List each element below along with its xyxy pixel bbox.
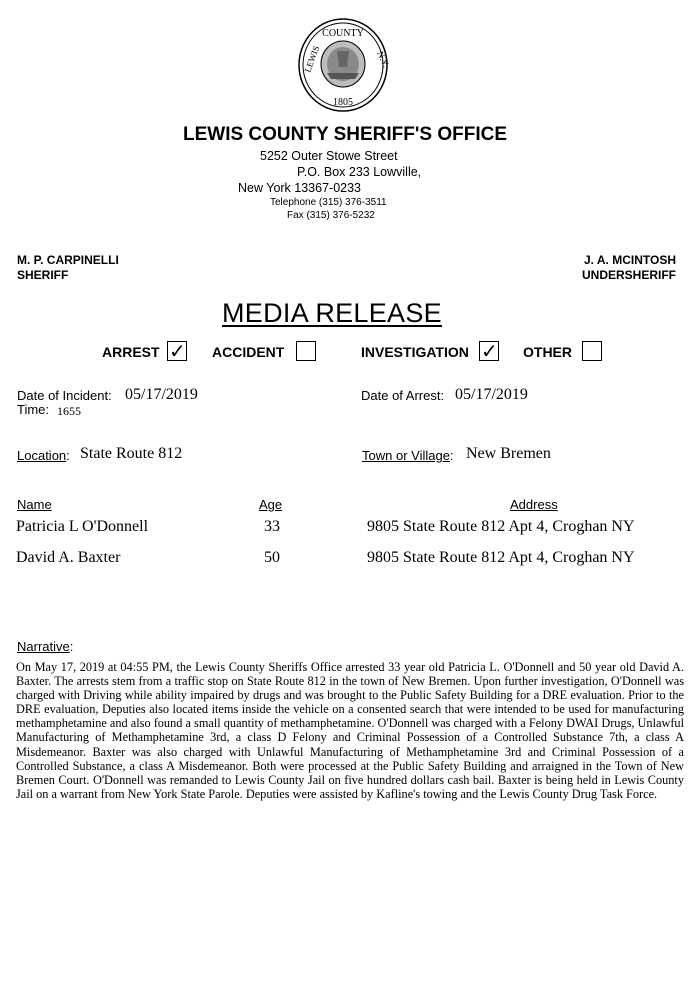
narrative-text: On May 17, 2019 at 04:55 PM, the Lewis County Sheriffs Office arrested 33 year old Patricia L. O'Donnell and 50 year old David A. Baxter. The arrests stem from a traffic stop on State Route 812 in the town of New Bremen. Upon further investigation, O'Donnell was charged with Driving while ability impaired by drugs and was brought to the Public Safety Building for a DRE evaluation. Prior to the DRE evaluation, Deputies also located items inside the vehicle on a consented search that were intended to be used for manufacturing methamphetamine and also found a small quantity of methamphetamine. O'Donnell was charged with a Felony DWAI Drugs, Unlawful Manufacturing of Methamphetamine 3rd, a class D Felony and Criminal Possession of a Controlled Substance 7th, a class A Misdemeanor. Baxter was also charged with Unlawful Manufacturing of Methamphetamine 3rd and Criminal Possession of a Controlled Substance, a class A Misdemeanor. Both were processed at the Public Safety Building and arraigned in the Town of New Bremen Court. O'Donnell was remanded to Lewis County Jail on five hundred dollars cash bail. Baxter is being held in Lewis County Jail on a warrant from New York State Parole. Deputies were assisted by Kafline's towing and the Lewis County Drug Task Force. — [16, 660, 684, 801]
location-value: State Route 812 — [80, 445, 183, 462]
checkmark-icon: ✓ — [169, 339, 186, 363]
po-box: P.O. Box 233 Lowville, — [297, 165, 422, 179]
city-state-zip: New York 13367-0233 — [238, 181, 362, 195]
narrative-label-text: Narrative — [17, 639, 70, 654]
media-release-title: MEDIA RELEASE — [222, 298, 442, 328]
category-accident-label: ACCIDENT — [212, 344, 285, 360]
undersheriff-name: J. A. MCINTOSH — [583, 253, 676, 267]
checkmark-icon: ✓ — [481, 339, 498, 363]
sheriff-block — [17, 253, 119, 283]
county-seal-logo — [297, 17, 392, 113]
arrest-date-value: 05/17/2019 — [455, 386, 528, 403]
person-age: 33 — [264, 518, 280, 535]
location-label: Location: — [17, 448, 70, 463]
sheriff-name: M. P. CARPINELLI — [17, 253, 119, 267]
fax: Fax (315) 376-5232 — [287, 210, 375, 221]
sheriff-title: SHERIFF — [17, 268, 69, 282]
undersheriff-block — [582, 253, 676, 283]
time-label: Time: — [17, 402, 50, 417]
incident-date-label: Date of Incident: — [17, 388, 112, 403]
category-arrest-label: ARREST — [102, 344, 160, 360]
category-other-label: OTHER — [523, 344, 572, 360]
town-value: New Bremen — [466, 445, 551, 462]
narrative-label: Narrative: — [17, 639, 74, 654]
person-age: 50 — [264, 549, 280, 566]
town-label-text: Town or Village — [362, 448, 450, 463]
incident-date-value: 05/17/2019 — [125, 386, 198, 403]
town-label: Town or Village: — [362, 448, 454, 463]
person-address: 9805 State Route 812 Apt 4, Croghan NY — [367, 549, 635, 566]
svg-text:LEWIS: LEWIS — [302, 44, 322, 74]
undersheriff-title: UNDERSHERIFF — [581, 268, 676, 282]
age-column-header: Age — [259, 497, 283, 512]
category-other-checkbox[interactable] — [582, 341, 602, 361]
office-name: LEWIS COUNTY SHERIFF'S OFFICE — [182, 124, 507, 145]
location-label-text: Location — [17, 448, 67, 463]
category-investigation-label: INVESTIGATION — [361, 344, 469, 360]
person-name: Patricia L O'Donnell — [16, 518, 149, 535]
person-name: David A. Baxter — [16, 549, 121, 566]
svg-text:N.Y.: N.Y. — [375, 49, 392, 69]
name-column-header: Name — [17, 497, 52, 512]
telephone: Telephone (315) 376-3511 — [270, 197, 387, 208]
arrest-date-label: Date of Arrest: — [361, 388, 445, 403]
time-value: 1655 — [57, 404, 81, 418]
street-address: 5252 Outer Stowe Street — [260, 149, 398, 163]
svg-text:1805: 1805 — [333, 97, 353, 108]
address-column-header: Address — [510, 497, 558, 512]
person-address: 9805 State Route 812 Apt 4, Croghan NY — [367, 518, 635, 535]
svg-text:COUNTY: COUNTY — [322, 28, 364, 39]
category-accident-checkbox[interactable] — [296, 341, 316, 361]
